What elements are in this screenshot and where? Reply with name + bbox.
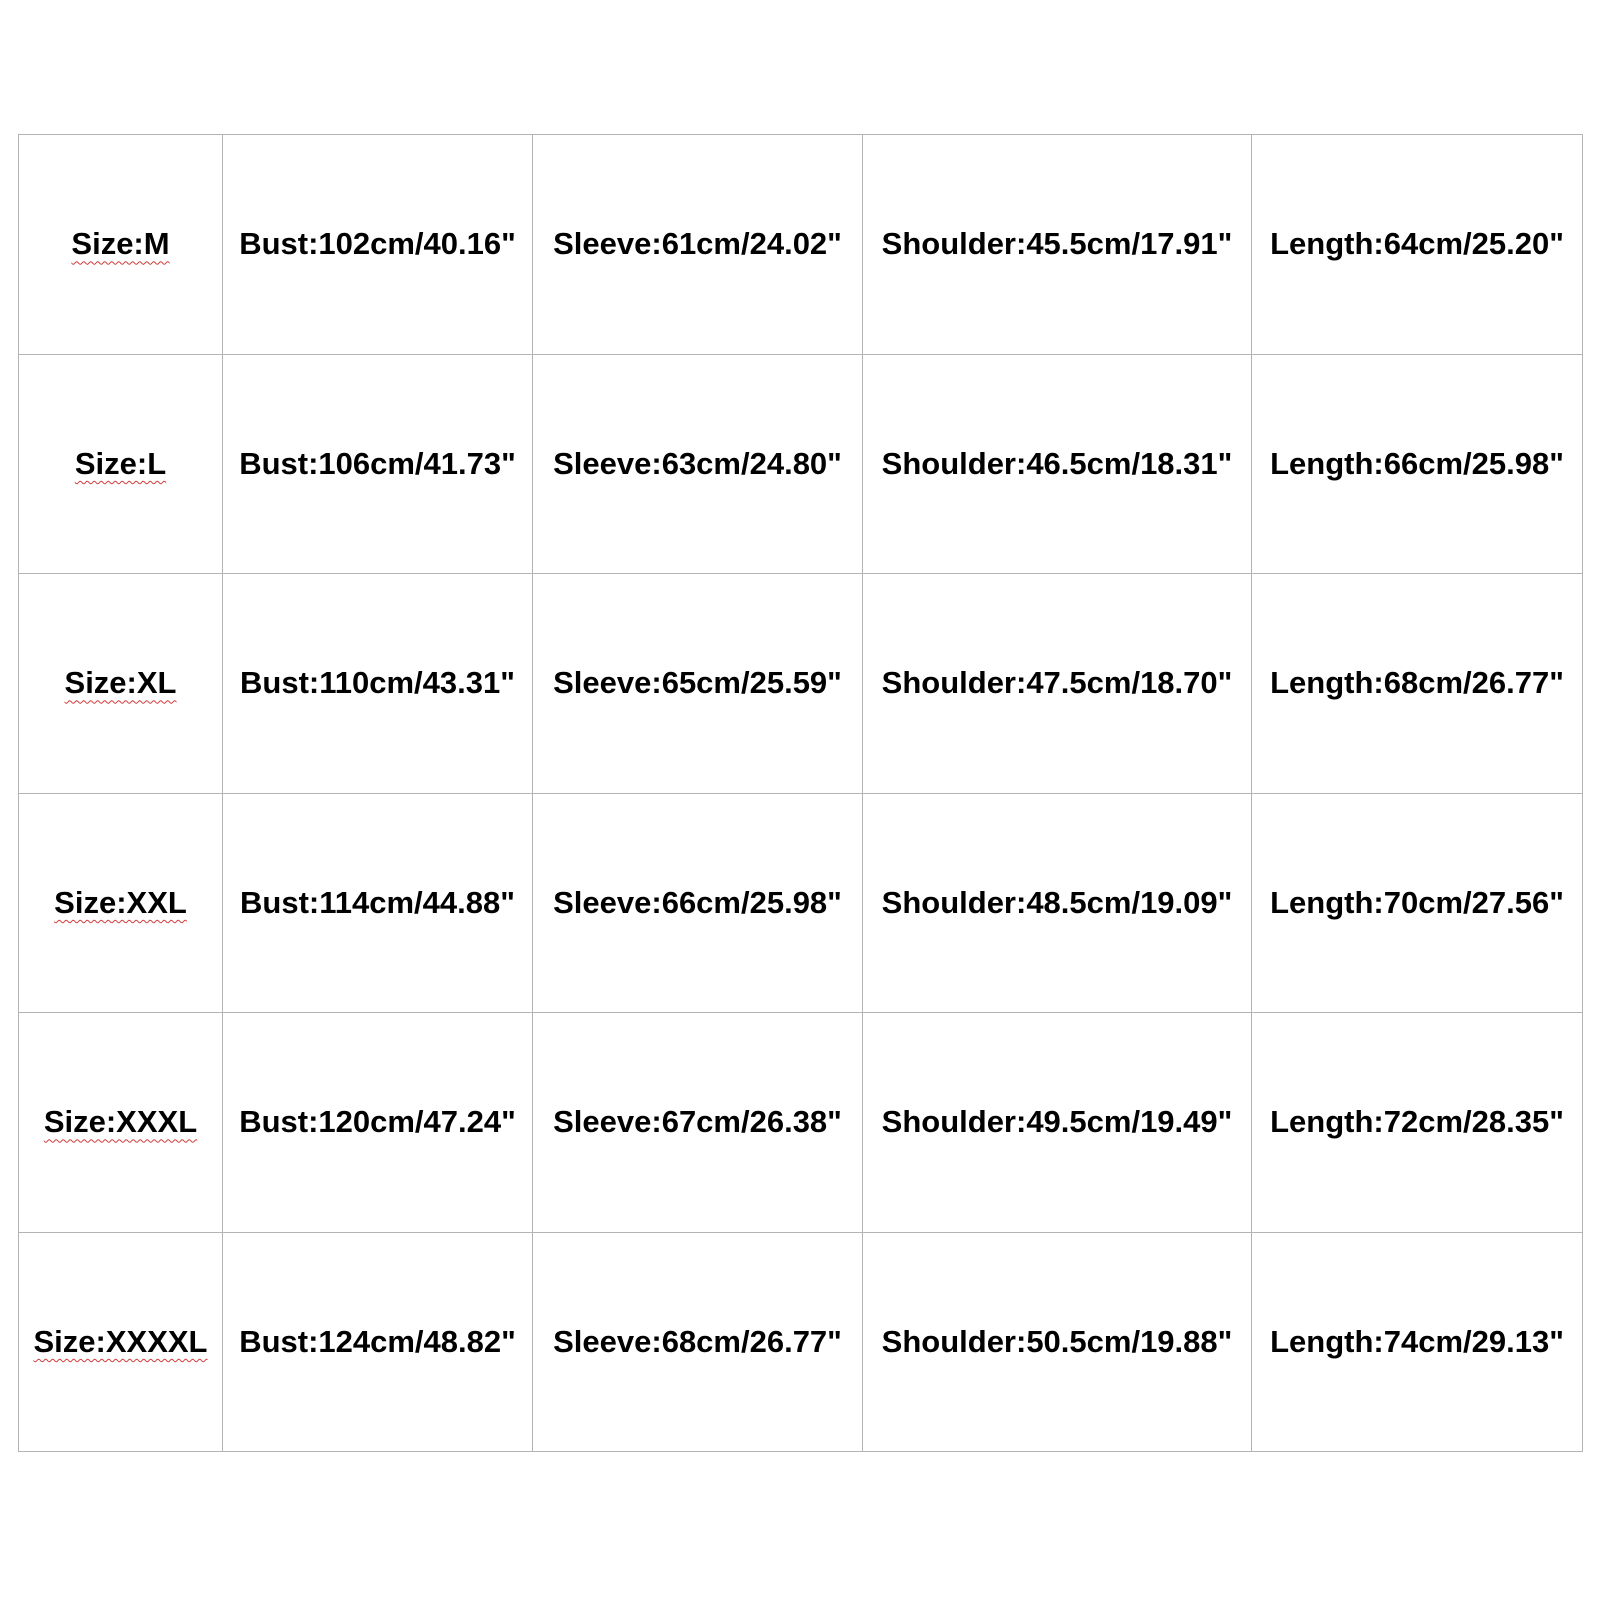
size-label: Size:M bbox=[71, 226, 170, 262]
shoulder-cell: Shoulder:47.5cm/18.70" bbox=[863, 574, 1252, 794]
size-cell bbox=[19, 1232, 223, 1452]
length-cell: Length:64cm/25.20" bbox=[1252, 135, 1583, 355]
size-cell bbox=[19, 1013, 223, 1233]
sleeve-cell: Sleeve:63cm/24.80" bbox=[533, 354, 863, 574]
shoulder-cell: Shoulder:45.5cm/17.91" bbox=[863, 135, 1252, 355]
bust-cell: Bust:114cm/44.88" bbox=[223, 793, 533, 1013]
size-chart-table bbox=[18, 134, 1583, 1452]
sleeve-cell: Sleeve:67cm/26.38" bbox=[533, 1013, 863, 1233]
length-cell: Length:70cm/27.56" bbox=[1252, 793, 1583, 1013]
shoulder-cell: Shoulder:50.5cm/19.88" bbox=[863, 1232, 1252, 1452]
size-cell bbox=[19, 135, 223, 355]
bust-cell: Bust:110cm/43.31" bbox=[223, 574, 533, 794]
shoulder-cell: Shoulder:49.5cm/19.49" bbox=[863, 1013, 1252, 1233]
bust-cell: Bust:124cm/48.82" bbox=[223, 1232, 533, 1452]
table-row bbox=[19, 354, 1583, 574]
length-cell: Length:74cm/29.13" bbox=[1252, 1232, 1583, 1452]
size-label: Size:XXXXL bbox=[33, 1323, 208, 1359]
size-label: Size:XL bbox=[64, 665, 177, 701]
length-cell: Length:68cm/26.77" bbox=[1252, 574, 1583, 794]
shoulder-cell: Shoulder:46.5cm/18.31" bbox=[863, 354, 1252, 574]
table-row bbox=[19, 1013, 1583, 1233]
table-row bbox=[19, 135, 1583, 355]
size-label: Size:L bbox=[74, 445, 167, 481]
size-cell bbox=[19, 793, 223, 1013]
size-label: Size:XXXL bbox=[43, 1104, 198, 1140]
length-cell: Length:66cm/25.98" bbox=[1252, 354, 1583, 574]
sleeve-cell: Sleeve:68cm/26.77" bbox=[533, 1232, 863, 1452]
size-label: Size:XXL bbox=[54, 884, 187, 920]
size-cell bbox=[19, 354, 223, 574]
table-row bbox=[19, 1232, 1583, 1452]
length-cell: Length:72cm/28.35" bbox=[1252, 1013, 1583, 1233]
bust-cell: Bust:102cm/40.16" bbox=[223, 135, 533, 355]
sleeve-cell: Sleeve:61cm/24.02" bbox=[533, 135, 863, 355]
sleeve-cell: Sleeve:66cm/25.98" bbox=[533, 793, 863, 1013]
table-row bbox=[19, 793, 1583, 1013]
sleeve-cell: Sleeve:65cm/25.59" bbox=[533, 574, 863, 794]
shoulder-cell: Shoulder:48.5cm/19.09" bbox=[863, 793, 1252, 1013]
table-row bbox=[19, 574, 1583, 794]
size-cell bbox=[19, 574, 223, 794]
bust-cell: Bust:120cm/47.24" bbox=[223, 1013, 533, 1233]
bust-cell: Bust:106cm/41.73" bbox=[223, 354, 533, 574]
